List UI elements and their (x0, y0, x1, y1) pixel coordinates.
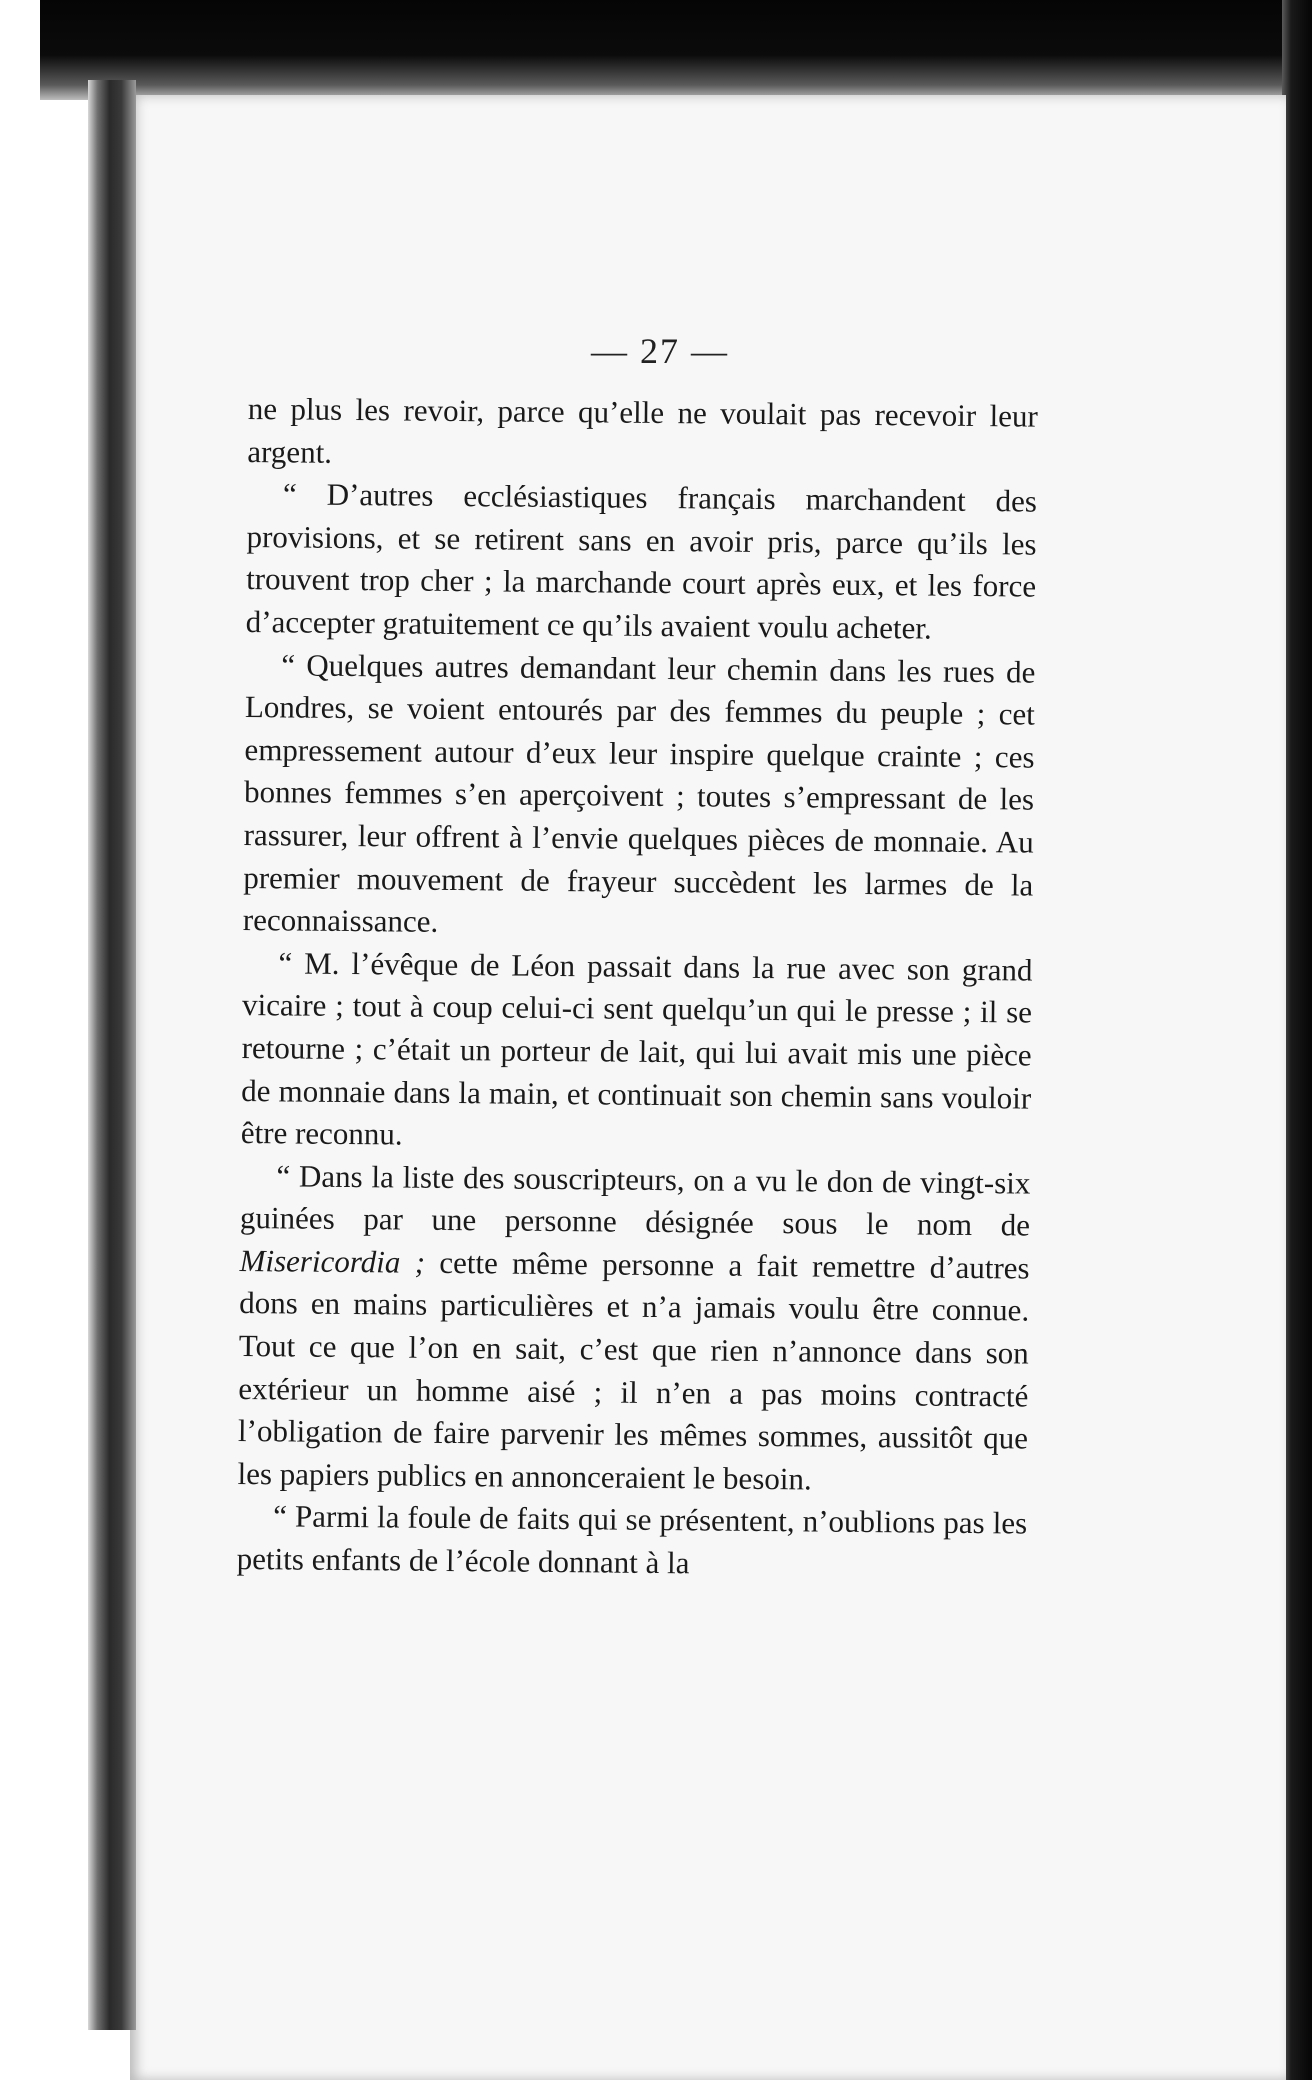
book-spine (88, 80, 136, 2030)
paragraph-bishop-leon: “ M. l’évêque de Léon passait dans la rue avec son grand vicaire ; tout à coup celui-ci sent quelqu’un qui le presse ; il se retourne ; c’était un porteur de lait, qui lui avait mis une pièce de monnaie dans la main, et continuait son chemin sans vouloir être reconnu. (240, 945, 1033, 1152)
scan-right-edge (1282, 0, 1312, 2080)
paragraph-continuation: ne plus les revoir, parce qu’elle ne voulait pas recevoir leur argent. (247, 390, 1038, 470)
paragraph-subscribers-part2: cette même personne a fait remettre d’autres dons en mains particulières et n’a jamais voulu être connue. Tout ce que l’on en sait, c’est que rien n’annonce dans son extérieur un homme aisé ; il n’en a pas moins contracté l’obligation de faire parvenir les mêmes sommes, aussitôt que les papiers publics en annonceraient le besoin. (237, 1244, 1030, 1497)
paragraph-subscribers-part1: “ Dans la liste des souscripteurs, on a vu le don de vingt-six guinées par une personne désignée sous le nom de (239, 1157, 1031, 1243)
page-body-text (237, 388, 1038, 1588)
page-number: — 27 — (591, 331, 729, 371)
paragraph-subscribers (237, 1155, 1030, 1503)
paragraph-clergy-provisions: “ D’autres ecclésiastiques français marchandent des provisions, et se retirent sans en avoir pris, parce qu’ils les trouvent trop cher ; la marchande court après eux, et les force d’accepter gratuitement ce qu’ils avaient voulu acheter. (245, 476, 1038, 646)
scan-top-shadow (40, 0, 1312, 100)
paragraph-school-children: “ Parmi la foule de faits qui se présentent, n’oublions pas les petits enfants de l’école donnant à la (236, 1498, 1028, 1581)
misericordia-name: Misericordia ; (239, 1242, 426, 1280)
paragraph-london-streets: “ Quelques autres demandant leur chemin dans les rues de Londres, se voient entourés par des femmes du peuple ; cet empressement autour d’eux leur inspire quelque crainte ; ces bonnes femmes s’en aperçoivent ; toutes s’empressant de les rassurer, leur offrent à l’envie quelques pièces de monnaie. Au premier mouvement de frayeur succèdent les larmes de la reconnaissance. (242, 646, 1036, 939)
